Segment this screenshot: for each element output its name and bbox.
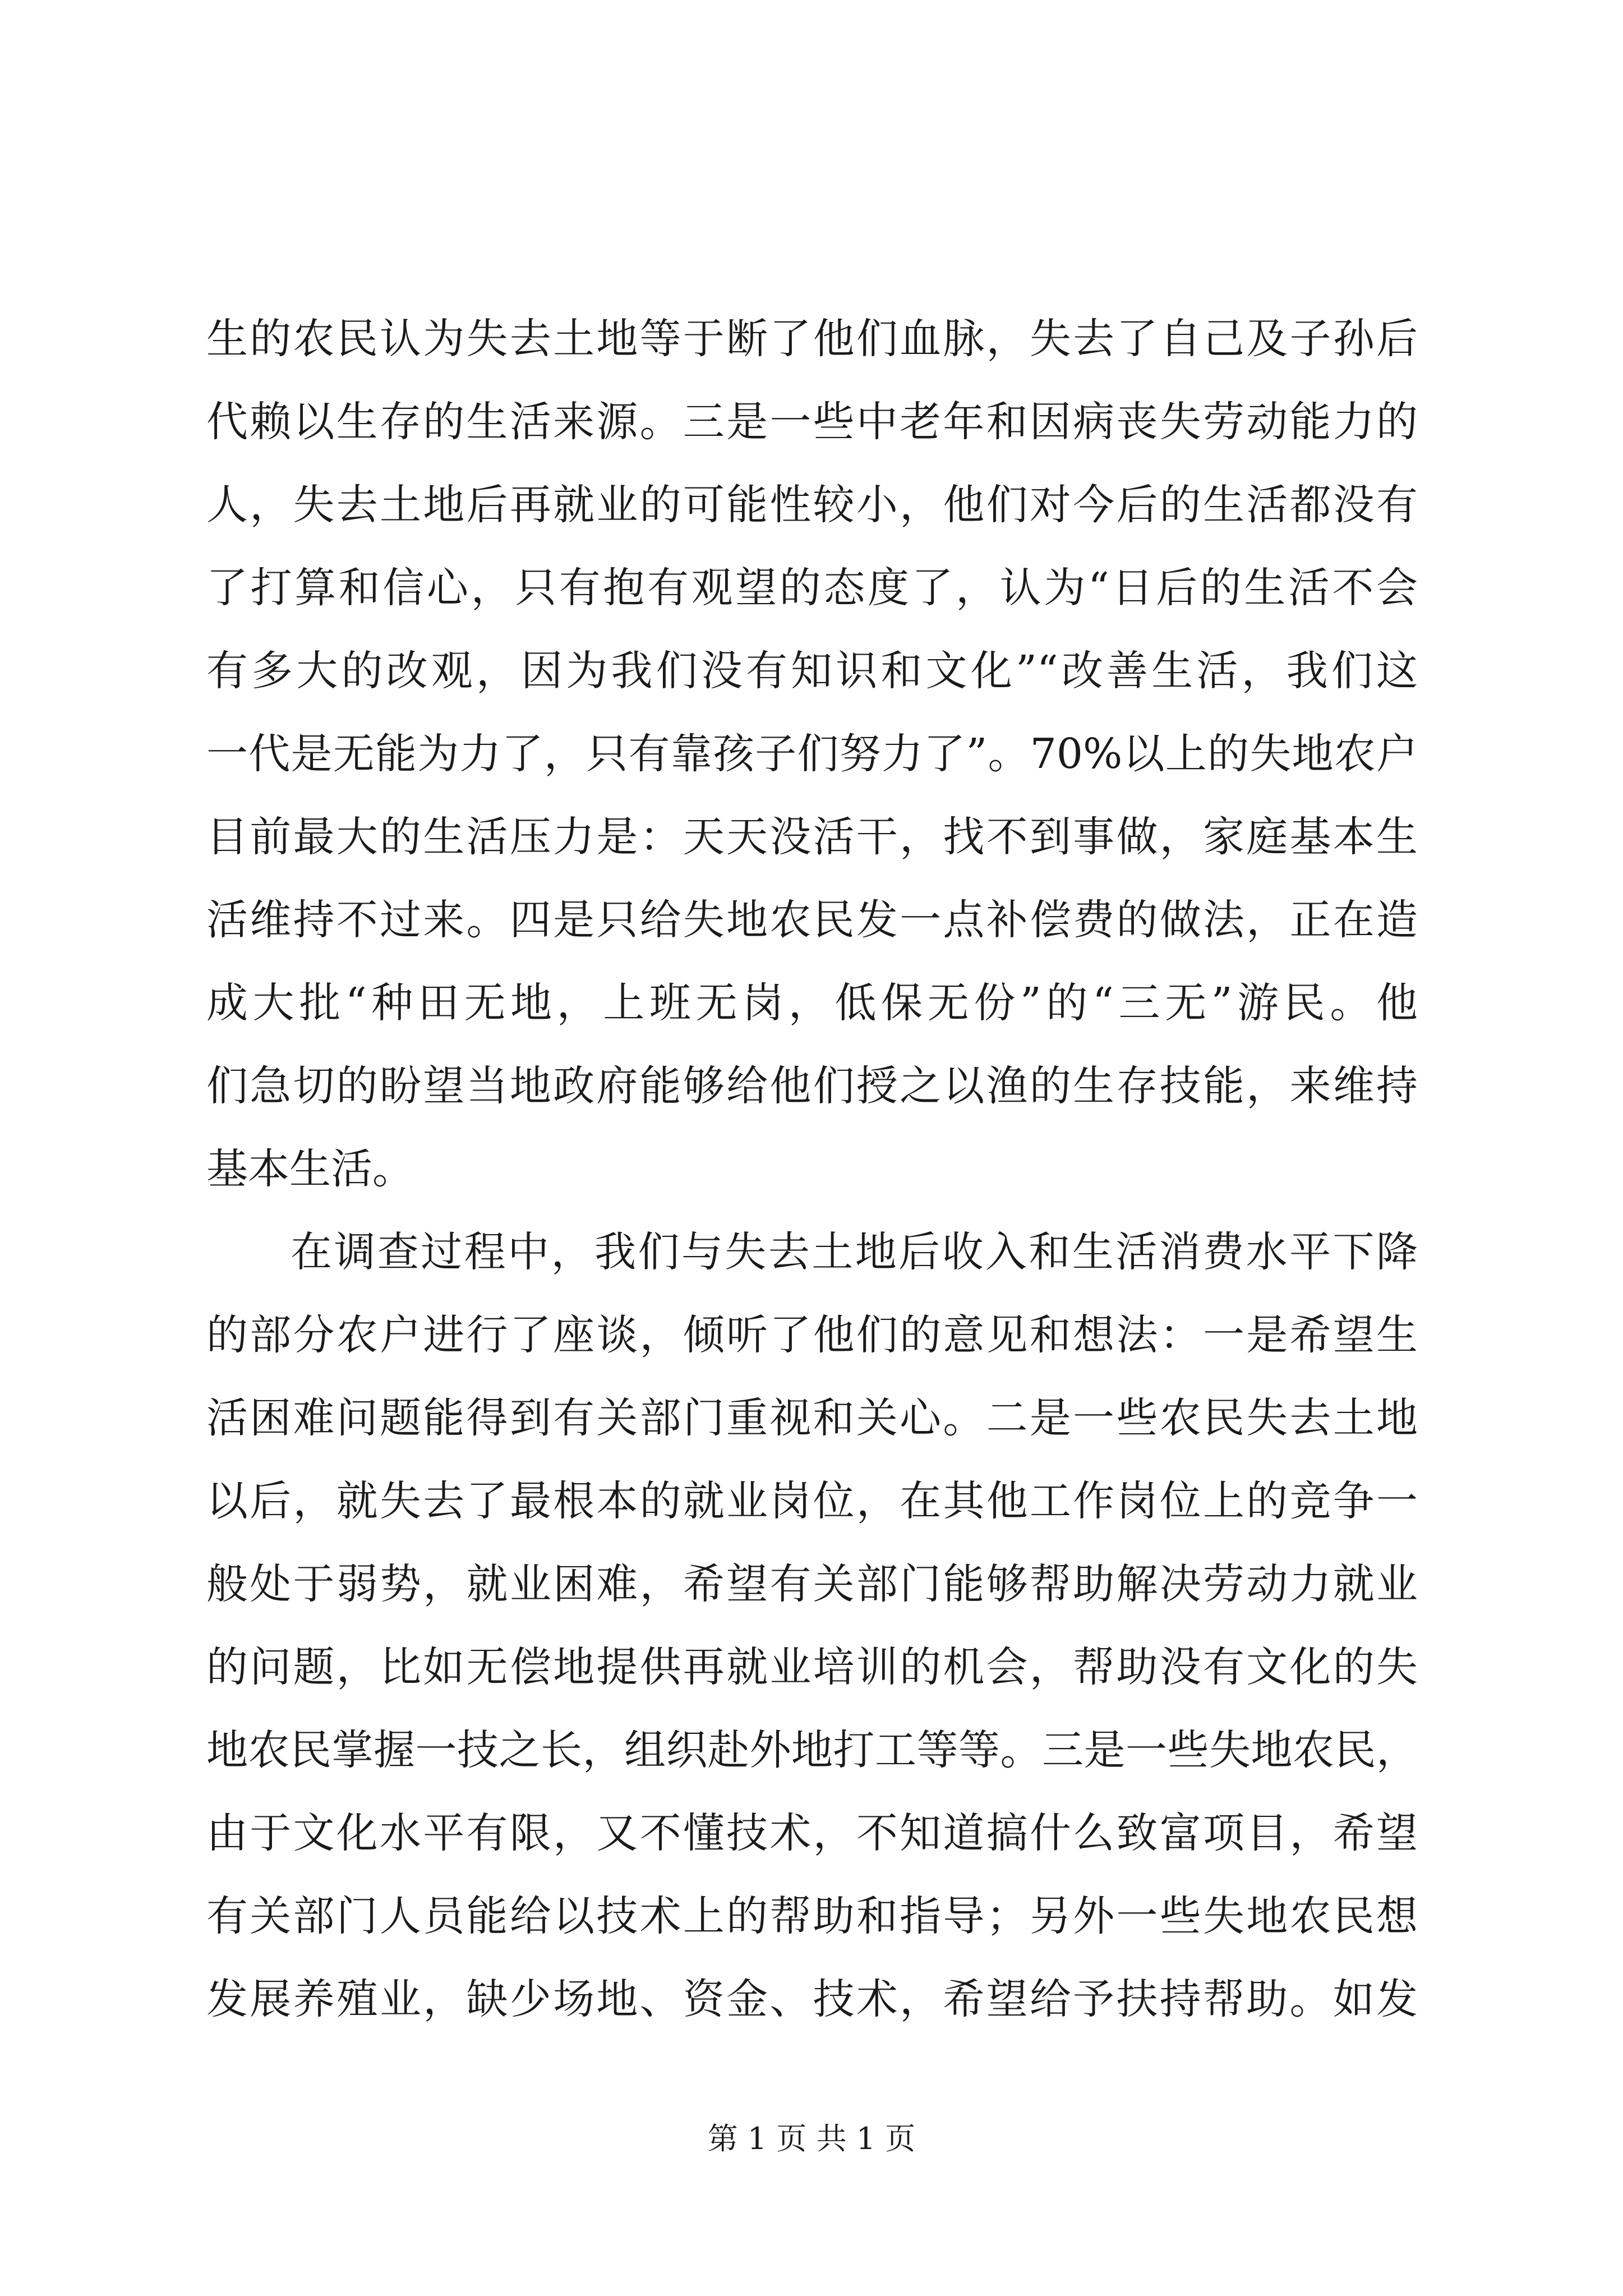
text-line: 的问题，比如无偿地提供再就业培训的机会，帮助没有文化的失 [206, 1643, 1418, 1691]
text-line: 一代是无能为力了，只有靠孩子们努力了”。70%以上的失地农户 [206, 730, 1418, 778]
text-line: 活困难问题能得到有关部门重视和关心。二是一些农民失去土地 [206, 1394, 1418, 1442]
text-line: 代赖以生存的生活来源。三是一些中老年和因病丧失劳动能力的 [206, 398, 1418, 446]
text-line: 地农民掌握一技之长，组织赴外地打工等等。三是一些失地农民， [206, 1726, 1418, 1774]
text-line: 发展养殖业，缺少场地、资金、技术，希望给予扶持帮助。如发 [206, 1975, 1418, 2023]
text-line: 成大批“种田无地，上班无岗，低保无份”的“三无”游民。他 [206, 979, 1418, 1027]
text-line: 有多大的改观，因为我们没有知识和文化”“改善生活，我们这 [206, 647, 1418, 695]
text-line: 了打算和信心，只有抱有观望的态度了，认为“日后的生活不会 [206, 564, 1418, 612]
document-body [206, 297, 1418, 2041]
text-line: 活维持不过来。四是只给失地农民发一点补偿费的做法，正在造 [206, 896, 1418, 944]
text-line: 的部分农户进行了座谈，倾听了他们的意见和想法：一是希望生 [206, 1311, 1418, 1359]
text-line: 在调查过程中，我们与失去土地后收入和生活消费水平下降 [291, 1228, 1418, 1276]
paragraph-2 [206, 1211, 1418, 2041]
text-line: 人，失去土地后再就业的可能性较小，他们对今后的生活都没有 [206, 481, 1418, 529]
page-footer [0, 2115, 1623, 2158]
text-line: 由于文化水平有限，又不懂技术，不知道搞什么致富项目，希望 [206, 1809, 1418, 1857]
page-number-label: 第 1 页 共 1 页 [707, 2121, 916, 2156]
text-line: 有关部门人员能给以技术上的帮助和指导；另外一些失地农民想 [206, 1892, 1418, 1940]
text-line: 般处于弱势，就业困难，希望有关部门能够帮助解决劳动力就业 [206, 1560, 1418, 1608]
text-line: 生的农民认为失去土地等于断了他们血脉，失去了自己及子孙后 [206, 315, 1418, 363]
text-line: 目前最大的生活压力是：天天没活干，找不到事做，家庭基本生 [206, 813, 1418, 861]
text-line: 以后，就失去了最根本的就业岗位，在其他工作岗位上的竞争一 [206, 1477, 1418, 1525]
text-line: 基本生活。 [206, 1145, 414, 1193]
paragraph-1 [206, 297, 1418, 1211]
text-line: 们急切的盼望当地政府能够给他们授之以渔的生存技能，来维持 [206, 1062, 1418, 1110]
